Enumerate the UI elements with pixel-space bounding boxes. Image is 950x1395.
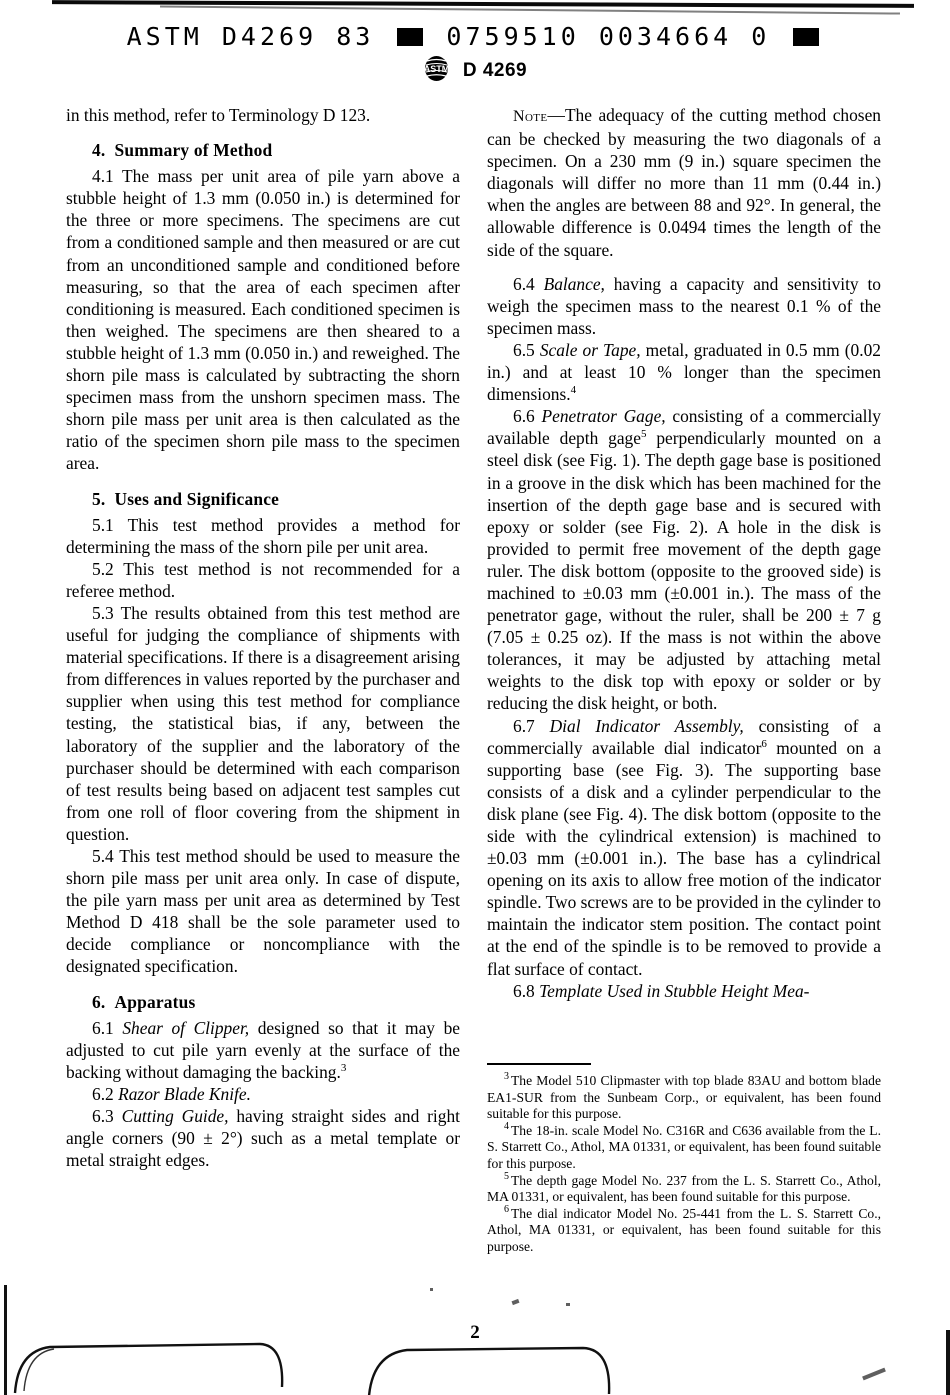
paragraph-5-3: 5.3 The results obtained from this test method are useful for judging the compliance of shipments with material specifications. If there is a disagreement arising from differences in values reported by the purchaser and supplier when using this test method for compliance testing, the statistical bias, if any, between the laboratory of the supplier and the laboratory of the purchaser should be determined with each comparison of test results being based on adjacent test samples cut from one roll of floor covering from the shipment in question. bbox=[66, 602, 460, 844]
footnote-text: The dial indicator Model No. 25-441 from the L. S. Starrett Co., Athol, MA 01331, or equivalent, has been found suitable for this purpose. bbox=[487, 1205, 881, 1254]
right-text-column bbox=[487, 104, 881, 1002]
scan-speckle bbox=[566, 1303, 570, 1306]
note-body: —The adequacy of the cutting method chosen can be checked by measuring the two diagonals of a specimen. On a 230 mm (9 in.) square specimen the diagonals will differ no more than 11 mm (0.44 in.) when the angles are between 88 and 92°. In general, the allowable difference is 0.0494 times the length of the side of the square. bbox=[487, 105, 881, 260]
scan-speckle bbox=[512, 1299, 520, 1305]
clause-number: 6.3 bbox=[92, 1106, 114, 1127]
clause-body-b: perpendicularly mounted on a steel disk (see Fig. 1). The depth gage base is positioned in a groove in the disk which has been machined for the insertion of the depth gage base and is secured with epoxy or solder (see Fig. 2). A hole in the disk is provided to permit free movement of the depth gage ruler. The disk bottom (opposite to the grooved side) is machined to ±0.03 mm (±0.001 in.). The mass of the penetrator gage, without the ruler, shall be 200 ± 7 g (7.05 ± 0.25 oz). If the mass is not within the above tolerances, it may be adjusted by attaching metal weights to the disk top with epoxy or solder or by reducing the disk height, or both. bbox=[487, 428, 881, 714]
scan-artifact-right-edge bbox=[946, 1330, 950, 1395]
astm-logo-icon bbox=[423, 55, 450, 87]
clause-title: Template Used in Stubble Height Mea- bbox=[539, 980, 810, 1001]
page-number: 2 bbox=[470, 1322, 480, 1343]
barcode-header-row bbox=[0, 22, 950, 51]
paragraph-6-2 bbox=[66, 1083, 460, 1105]
paragraph-continuation: in this method, refer to Terminology D 123. bbox=[66, 105, 371, 125]
scan-artifact-curve-left bbox=[10, 1335, 300, 1395]
clause-number: 6.4 bbox=[513, 273, 535, 294]
footnote-ref: 4 bbox=[570, 384, 577, 397]
clause-body: metal, graduated in 0.5 mm (0.02 in.) and at least 10 % longer than the specimen dimensions. bbox=[487, 339, 881, 405]
paragraph-6-6 bbox=[487, 405, 881, 714]
svg-text:ASTM: ASTM bbox=[423, 64, 450, 74]
footnote-text: The Model 510 Clipmaster with top blade 83AU and bottom blade EA1-SUR from the Sunbeam Corp., or equivalent, has been found suitable for this purpose. bbox=[487, 1073, 881, 1122]
footnote-ref: 6 bbox=[761, 737, 767, 750]
barcode-block-icon bbox=[397, 28, 423, 46]
clause-number: 6.2 bbox=[92, 1083, 114, 1104]
note-label: Note bbox=[513, 108, 548, 125]
section-number: 6. bbox=[92, 991, 106, 1012]
clause-number: 6.1 bbox=[92, 1017, 114, 1038]
paragraph-5-2: 5.2 This test method is not recommended for a referee method. bbox=[66, 558, 460, 601]
section-heading-6 bbox=[66, 978, 460, 1017]
footnote-text: The 18-in. scale Model No. C316R and C636 available from the L. S. Starrett Co., Athol, MA 01331, or equivalent, has been found suitable for this purpose. bbox=[487, 1122, 881, 1171]
section-number: 5. bbox=[92, 488, 106, 509]
paragraph-6-5 bbox=[487, 339, 881, 405]
paragraph-5-4: 5.4 This test method should be used to measure the shorn pile mass per unit area only. In case of dispute, the pile yarn mass per unit area as determined by Test Method D 418 shall be the sole parameter used to decide compliance or noncompliance with the designated specification. bbox=[66, 846, 460, 977]
standard-designation: D 4269 bbox=[462, 60, 528, 81]
footnote-list bbox=[487, 1073, 881, 1256]
clause-title: Cutting Guide, bbox=[121, 1106, 229, 1127]
clause-body-a: consisting of a commercially available depth gage bbox=[487, 406, 881, 449]
section-heading-4 bbox=[66, 126, 460, 165]
paragraph-4-1: 4.1 The mass per unit area of pile yarn above a stubble height of 1.3 mm (0.050 in.) is determined for the three or more specimens. The specimens are cut from a conditioned sample and then measured or are cut from an unconditioned sample and conditioned before measuring, so that the area of each specimen after conditioning is measured. Each conditioned specimen is then weighed. The specimens are then sheared to a stubble height of 1.3 mm (0.050 in.) and reweighed. The shorn pile mass is calculated by subtracting the shorn specimen mass from the unshorn specimen mass. The shorn pile mass per unit area is then calculated as the ratio of the specimen shorn pile mass to the specimen area. bbox=[66, 166, 460, 474]
paragraph-6-7 bbox=[487, 715, 881, 980]
clause-number: 6.7 bbox=[513, 715, 535, 736]
clause-body-b: mounted on a supporting base (see Fig. 3). The supporting base consists of a disk and a cylinder perpendicular to the disk plane (see Fig. 4). The disk bottom (opposite to the side with the cylindrical extension) is machined to ±0.03 mm (±0.001 in.). The base has a cylindrical opening on its axis to allow free motion of the indicator spindle. Two screws are to be provided in the cylinder to maintain the indicator stem position. The contact point at the end of the spindle is to be removed to provide a flat surface of contact. bbox=[487, 737, 881, 979]
paragraph-spacer bbox=[487, 261, 881, 273]
clause-title: Penetrator Gage, bbox=[541, 406, 666, 427]
barcode-number: 0759510 0034664 0 bbox=[446, 22, 771, 51]
section-number: 4. bbox=[92, 140, 106, 161]
footnote-marker: 3 bbox=[504, 1071, 509, 1083]
section-title: Summary of Method bbox=[114, 140, 273, 161]
left-text-column bbox=[66, 104, 460, 1171]
clause-title: Balance, bbox=[543, 273, 605, 294]
clause-body: designed so that it may be adjusted to cut pile yarn evenly at the surface of the backing without damaging the backing. bbox=[66, 1017, 460, 1082]
footnote-separator bbox=[487, 1063, 591, 1065]
clause-title: Dial Indicator Assembly, bbox=[549, 715, 744, 736]
barcode-standard-designation: ASTM D4269 83 bbox=[126, 22, 375, 51]
section-heading-5 bbox=[66, 475, 460, 514]
footnote-item bbox=[487, 1123, 881, 1173]
footnote-ref: 5 bbox=[640, 428, 647, 441]
clause-title: Scale or Tape, bbox=[539, 339, 641, 360]
footnote-ref: 3 bbox=[340, 1062, 347, 1075]
scan-artifact-curve-right bbox=[365, 1340, 625, 1395]
paragraph-6-3 bbox=[66, 1105, 460, 1171]
paragraph-6-1 bbox=[66, 1017, 460, 1083]
scan-speckle bbox=[862, 1368, 886, 1381]
paragraph-5-1: 5.1 This test method provides a method for determining the mass of the shorn pile per unit area. bbox=[66, 514, 460, 557]
clause-number: 6.6 bbox=[513, 406, 535, 427]
clause-title: Razor Blade Knife. bbox=[118, 1083, 251, 1104]
clause-body: having a capacity and sensitivity to weigh the specimen mass to the nearest 0.1 % of the specimen mass. bbox=[487, 273, 881, 338]
note-block bbox=[487, 104, 881, 261]
footnote-item bbox=[487, 1206, 881, 1256]
clause-body: having straight sides and right angle corners (90 ± 2°) such as a metal template or metal straight edges. bbox=[66, 1106, 460, 1171]
section-title: Apparatus bbox=[114, 991, 196, 1012]
paragraph-6-8 bbox=[487, 980, 881, 1002]
clause-body-a: consisting of a commercially available dial indicator bbox=[487, 715, 882, 758]
footnote-marker: 4 bbox=[504, 1121, 509, 1133]
footnote-item bbox=[487, 1173, 881, 1206]
footnote-marker: 6 bbox=[504, 1204, 509, 1216]
footnote-item bbox=[487, 1073, 881, 1123]
footnote-text: The depth gage Model No. 237 from the L. S. Starrett Co., Athol, MA 01331, or equivalent, has been found suitable for this purpose. bbox=[487, 1172, 881, 1205]
section-title: Uses and Significance bbox=[114, 488, 280, 509]
scan-speckle bbox=[430, 1288, 433, 1291]
paragraph-6-4 bbox=[487, 273, 881, 339]
scan-artifact-left-edge bbox=[4, 1285, 7, 1395]
clause-number: 6.8 bbox=[513, 980, 535, 1001]
clause-title: Shear of Clipper, bbox=[122, 1017, 250, 1038]
standard-header bbox=[0, 55, 950, 87]
clause-number: 6.5 bbox=[513, 339, 535, 360]
barcode-block-icon bbox=[793, 28, 819, 46]
footnote-marker: 5 bbox=[504, 1171, 509, 1183]
